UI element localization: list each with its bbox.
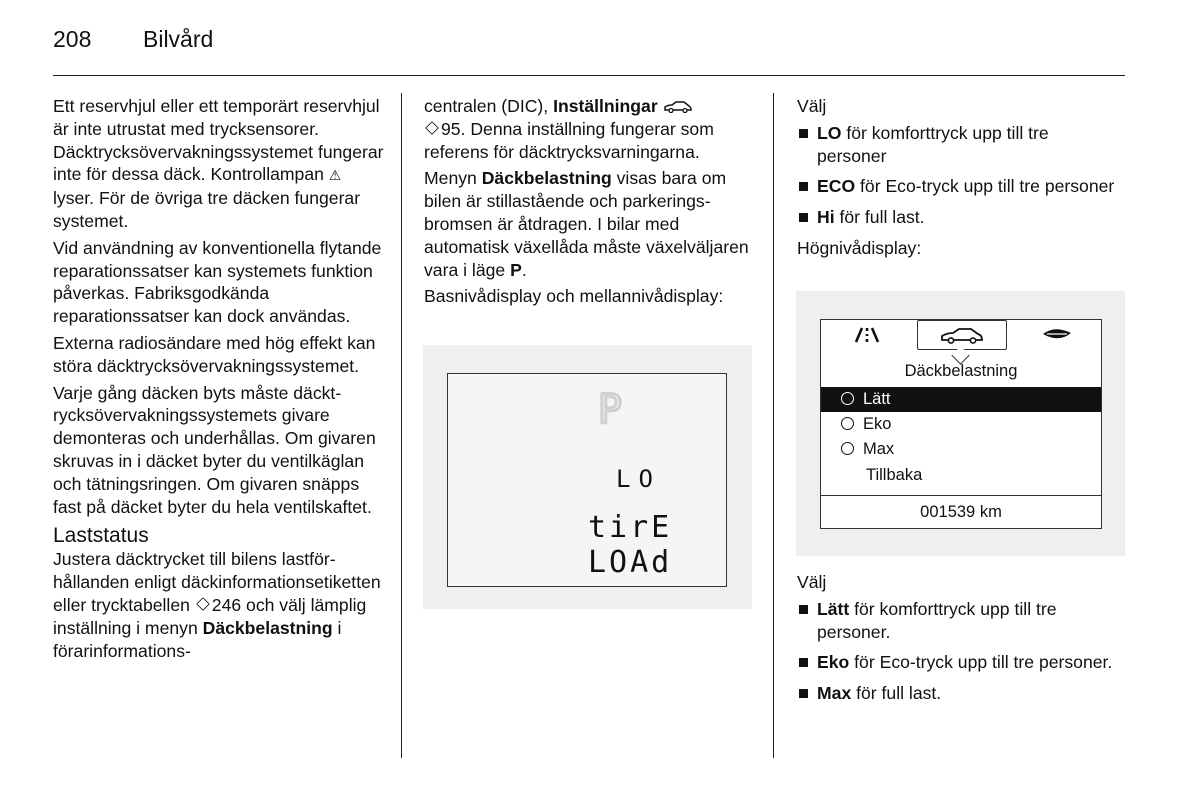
radio-icon [841,392,854,405]
option-description: för Eco-tryck upp till tre personer. [849,652,1113,673]
lcd-line-2: tirE [588,510,673,545]
option-description: för komforttryck upp till tre personer [817,122,1049,166]
column-divider [773,93,774,758]
odometer: 001539 km [821,495,1101,528]
paragraph [53,548,385,662]
high-level-display-figure [796,291,1125,556]
column-2 [424,95,756,312]
radio-icon [841,417,854,430]
option-description: för full last. [851,683,942,704]
list-item [797,651,1117,674]
paragraph: Vid användning av konventionella flytande reparationssatser kan systemets funktion påverkas. Fabriksgodkända reparationssatser kan dock användas. [53,237,382,327]
column-3 [797,95,1117,264]
page-reference-icon [196,597,210,611]
page-reference-icon [425,121,439,135]
lcd-gear: P [598,387,623,433]
basic-display-figure [423,345,752,609]
text: centralen (DIC), [424,96,554,116]
option-name: Max [817,683,852,704]
option-description: för komforttryck upp till tre personer. [817,598,1057,642]
menu-option-label: Eko [863,415,892,433]
menu-option-label: Max [863,440,895,458]
leaf-icon [1037,325,1077,345]
option-description: för full last. [834,207,925,228]
paragraph: Varje gång däcken byts måste däcktrycksövervakningssystemets givare demonteras och underhållas. Om givaren skruvas in i däcket byter du ventilkäglan och tätningsringen. Om givaren snäpps fast på däcket byter du hela ventilskaftet. [53,382,376,517]
menu-option[interactable] [821,387,1101,412]
list-item [797,122,1117,168]
option-description: för Eco-tryck upp till tre personer [855,176,1115,197]
menu-option-label: Lätt [863,390,891,408]
lcd-display [447,373,727,587]
text: visas bara om bilen är stillastående och parkeringsbromsen är åtdragen. I bilar med automatisk växellåda måste växelväljaren vara i läge [424,168,749,280]
gear-position: P [510,259,522,280]
menu-title: Däckbelastning [904,362,1018,380]
option-name: LO [817,122,842,143]
text: och välj lämplig inställning i menyn [53,594,367,638]
road-info-icon [847,325,887,345]
option-list-2 [797,598,1117,705]
text: i förarinformations- [53,617,342,661]
option-name: ECO [817,176,856,197]
option-list-1 [797,122,1117,229]
option-name: Lätt [817,598,850,619]
menu-name: Däckbelastning [481,168,612,189]
page-header [53,26,213,53]
lcd-line-1: LO [616,465,661,493]
car-icon [663,100,693,113]
section-heading: Laststatus [53,524,149,548]
paragraph: Välj [797,572,827,592]
paragraph: Basnivådisplay och mellannivådisplay: [424,286,724,307]
column-divider [401,93,402,758]
list-item [797,598,1117,644]
menu-name: Däckbelastning [202,617,333,638]
paragraph [53,95,385,233]
list-item [797,682,1117,705]
menu-back[interactable]: Tillbaka [866,466,923,484]
radio-icon [841,442,854,455]
text: . [521,259,527,280]
text: Justera däcktrycket till bilens lastförhållanden enligt däckinformationsetiketten eller trycktabellen [53,549,381,615]
tab-info[interactable] [827,320,907,350]
header-rule [53,75,1125,76]
menu-option[interactable] [821,412,1101,437]
option-name: Hi [817,207,835,228]
warning-lamp-icon: ⚠ [328,167,342,184]
tab-eco[interactable] [1017,320,1097,350]
lcd-segments [448,374,726,586]
text: Ett reservhjul eller ett temporärt reservhjul är inte utrustat med trycksensorer. Däcktrycksövervakningssystemet fungerar inte för dessa däck. Kontrollampan [53,96,384,185]
paragraph: Välj [797,96,827,116]
option-name: Eko [817,652,850,673]
paragraph: Högnivådisplay: [797,237,922,258]
column-3-lower [797,571,1117,713]
page-number: 208 [53,26,92,52]
paragraph: Externa radiosändare med hög effekt kan störa däcktrycksövervakningssystemet. [53,332,376,376]
list-item [797,206,1117,229]
car-icon [939,326,985,344]
text: Menyn [424,168,482,189]
paragraph [424,95,756,163]
page-reference[interactable]: 246 [211,594,242,615]
menu-option[interactable] [821,437,1101,462]
lcd-line-3: LOAd [588,545,673,580]
section-title: Bilvård [143,26,214,52]
list-item [797,175,1117,198]
text: lyser. För de övriga tre däcken fungerar systemet. [53,188,361,231]
page-reference[interactable]: 95 [441,118,461,139]
column-1 [53,95,385,666]
tab-vehicle-settings[interactable] [917,320,1007,350]
text: . Denna inställning fungerar som referens för däcktrycksvarningarna. [424,118,714,162]
menu-name: Inställningar [553,96,658,116]
dic-screen [820,319,1102,529]
paragraph [424,167,756,281]
